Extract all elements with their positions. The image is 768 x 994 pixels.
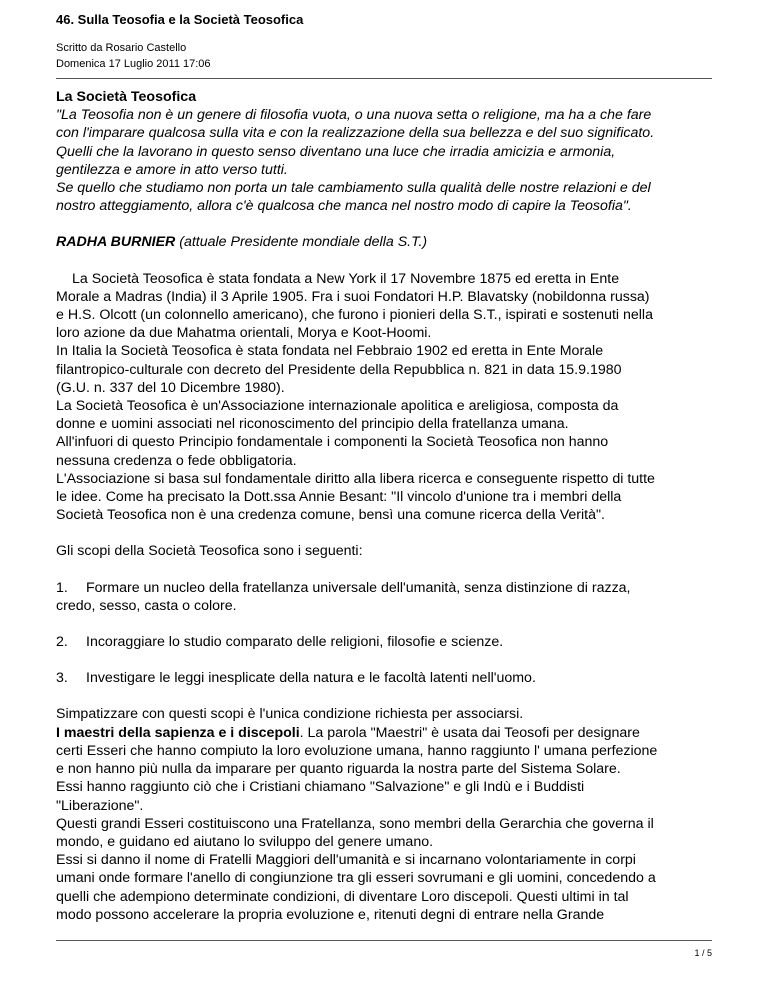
body-line: . La parola "Maestri" è usata dai Teosofi per designare [299, 724, 640, 741]
attribution-name: RADHA BURNIER [56, 234, 176, 251]
body-line: Questi grandi Esseri costituiscono una Fratellanza, sono membri della Gerarchia che governa il [56, 815, 654, 832]
body-line: filantropico-culturale con decreto del Presidente della Repubblica n. 821 in data 15.9.1980 [56, 361, 622, 378]
body-line: La Società Teosofica è un'Associazione internazionale apolitica e areligiosa, composta da [56, 398, 619, 415]
body-line: umani onde formare l'anello di congiunzione tra gli esseri sovrumani e gli uomini, concedendo a [56, 870, 656, 887]
section-heading: La Società Teosofica [56, 89, 197, 105]
body-line: L'Associazione si basa sul fondamentale diritto alla libera ricerca e conseguente rispetto di tutte [56, 470, 655, 487]
list-number: 1. [56, 579, 68, 596]
masters-paragraph [56, 724, 718, 924]
body-line: Essi hanno raggiunto ciò che i Cristiani chiamano "Salvazione" e gli Indù e i Buddisti [56, 779, 585, 796]
body-line: La Società Teosofica è stata fondata a New York il 17 Novembre 1875 ed eretta in Ente [72, 270, 620, 287]
list-text: credo, sesso, casta o colore. [56, 597, 237, 614]
body-line: Società Teosofica non è una credenza comune, bensì una comune ricerca della Verità". [56, 507, 605, 524]
body-line: quelli che adempiono determinate condizioni, di diventare Loro discepoli. Questi ultimi in tal [56, 888, 629, 905]
list-number: 2. [56, 634, 68, 651]
list-text: Formare un nucleo della fratellanza universale dell'umanità, senza distinzione di razza, [86, 579, 631, 596]
aims-intro: Gli scopi della Società Teosofica sono i seguenti: [56, 543, 363, 560]
body-line: Morale a Madras (India) il 3 Aprile 1905. Fra i suoi Fondatori H.P. Blavatsky (nobildonna russa) [56, 288, 650, 305]
author-line: Scritto da Rosario Castello [56, 42, 187, 54]
quote-attribution [56, 233, 718, 251]
list-number: 3. [56, 670, 68, 687]
body-line: "Liberazione". [56, 797, 144, 814]
list-text: Incoraggiare lo studio comparato delle religioni, filosofie e scienze. [86, 634, 504, 651]
body-line: loro azione da due Mahatma orientali, Morya e Koot-Hoomi. [56, 325, 432, 342]
footer-divider [56, 940, 712, 941]
aims-list [56, 579, 718, 688]
quote-line: con l'imparare qualcosa sulla vita e con la realizzazione della sua bellezza e del suo significato. [56, 125, 655, 142]
article-body [56, 88, 718, 924]
list-item [56, 633, 718, 651]
body-line: e non hanno più nulla da imparare per quanto riguarda la nostra parte del Sistema Solare. [56, 761, 621, 778]
body-line: modo possono accelerare la propria evoluzione e, ritenuti degni di entrare nella Grande [56, 906, 605, 923]
quote-line: "La Teosofia non è un genere di filosofia vuota, o una nuova setta o religione, ma ha a che fare [56, 107, 652, 124]
page-number: 1 / 5 [694, 948, 712, 958]
condition-line: Simpatizzare con questi scopi è l'unica condizione richiesta per associarsi. [56, 706, 524, 723]
body-line: mondo, e guidano ed aiutano lo sviluppo del genere umano. [56, 833, 434, 850]
body-line: nessuna credenza o fede obbligatoria. [56, 452, 297, 469]
body-line: All'infuori di questo Principio fondamentale i componenti la Società Teosofica non hanno [56, 434, 609, 451]
body-line: (G.U. n. 337 del 10 Dicembre 1980). [56, 379, 285, 396]
epigraph-quote [56, 106, 718, 215]
body-line: Essi si danno il nome di Fratelli Maggiori dell'umanità e si incarnano volontariamente in corpi [56, 852, 636, 869]
body-line: le idee. Come ha precisato la Dott.ssa Annie Besant: "Il vincolo d'unione tra i membri della [56, 489, 622, 506]
list-text: Investigare le leggi inesplicate della natura e le facoltà latenti nell'uomo. [86, 670, 536, 687]
body-line: e H.S. Olcott (un colonnello americano), che furono i pionieri della S.T., ispirati e sostenuti nella [56, 307, 653, 324]
quote-line: nostro atteggiamento, allora c'è qualcosa che manca nel nostro modo di capire la Teosofia". [56, 198, 632, 215]
list-item [56, 669, 718, 687]
quote-line: Se quello che studiamo non porta un tale cambiamento sulla qualità delle nostre relazioni e del [56, 180, 651, 197]
attribution-role: (attuale Presidente mondiale della S.T.) [175, 234, 428, 251]
page-title: 46. Sulla Teosofia e la Società Teosofica [56, 12, 304, 27]
body-line: donne e uomini associati nel riconoscimento del principio della fratellanza umana. [56, 416, 569, 433]
quote-line: gentilezza e amore in atto verso tutti. [56, 161, 288, 178]
intro-paragraph [56, 270, 718, 525]
body-line: certi Esseri che hanno compiuto la loro evoluzione umana, hanno raggiunto l' umana perfezione [56, 742, 658, 759]
article-meta [56, 40, 211, 72]
quote-line: Quelli che la lavorano in questo senso diventano una luce che irradia amicizia e armonia, [56, 143, 616, 160]
body-line: In Italia la Società Teosofica è stata fondata nel Febbraio 1902 ed eretta in Ente Morale [56, 343, 604, 360]
header-divider [56, 78, 712, 79]
list-item [56, 579, 718, 615]
date-line: Domenica 17 Luglio 2011 17:06 [56, 58, 211, 70]
masters-heading: I maestri della sapienza e i discepoli [56, 724, 300, 741]
